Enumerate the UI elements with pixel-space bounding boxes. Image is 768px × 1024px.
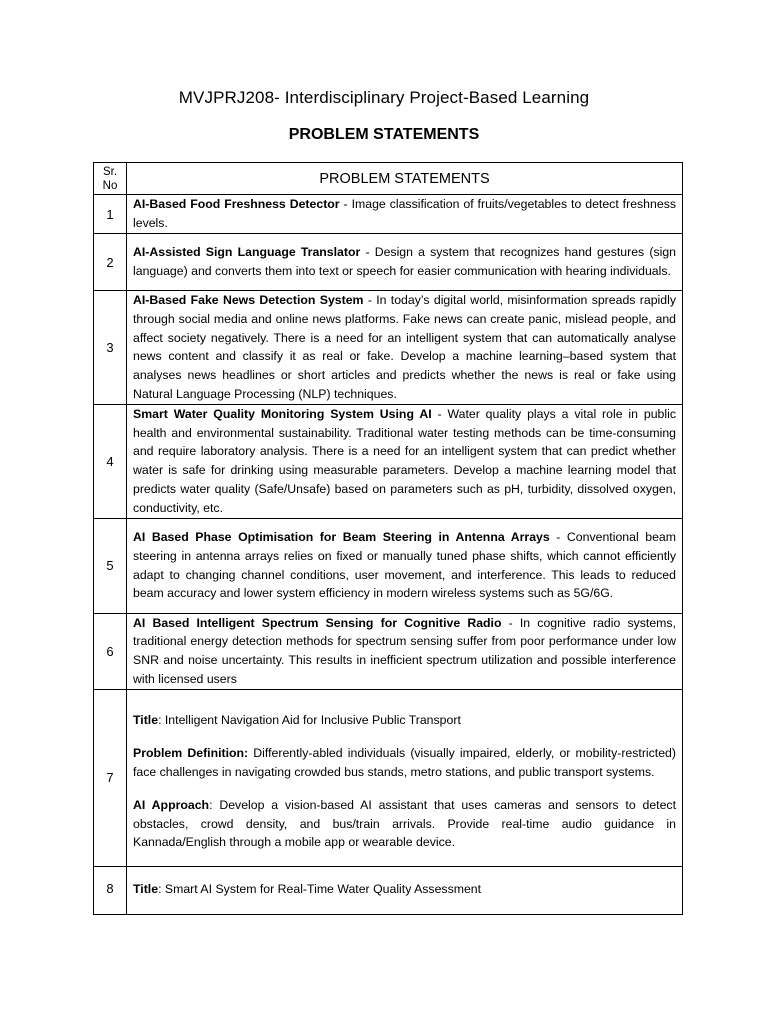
table-row (94, 866, 683, 914)
ai-approach-text: : Develop a vision-based AI assistant that uses cameras and sensors to detect obstacles, crowd density, and bus/train arrivals. Provide real-time audio guidance in Kannada/English through a mobile app or wearable device. (133, 797, 676, 850)
row-description (127, 866, 683, 914)
row-description (127, 518, 683, 613)
table-row (94, 518, 683, 613)
row-description (127, 404, 683, 518)
course-title: MVJPRJ208- Interdisciplinary Project-Based Learning (178, 88, 590, 107)
column-header-sr: Sr. (102, 165, 118, 178)
row-number: 6 (94, 613, 127, 689)
row-description (127, 689, 683, 866)
row-title: AI-Assisted Sign Language Translator (133, 245, 361, 260)
problem-definition (133, 744, 676, 782)
title-label: Title (133, 713, 159, 728)
table-row (94, 613, 683, 689)
row-description (127, 613, 683, 689)
row-title-line (133, 711, 676, 730)
column-header-problem-statements: PROBLEM STATEMENTS (127, 163, 683, 195)
table-row (94, 195, 683, 234)
row-number: 8 (94, 866, 127, 914)
row-description (127, 195, 683, 234)
column-header-sr-no (94, 163, 127, 195)
problem-definition-text: Differently-abled individuals (visually impaired, elderly, or mobility-restricted) face challenges in navigating crowded bus stands, metro stations, and public transport systems. (133, 746, 676, 779)
row-text: - Design a system that recognizes hand gestures (sign language) and converts them into text or speech for easier communication with hearing individuals. (133, 245, 676, 278)
problem-definition-label: Problem Definition: (133, 746, 249, 761)
row-title: AI-Based Fake News Detection System (133, 293, 364, 307)
table-row (94, 404, 683, 518)
row-number: 5 (94, 518, 127, 613)
row-text: - Water quality plays a vital role in public health and environmental sustainability. Traditional water testing methods can be time-consuming and require laboratory analysis. There is a need for an intelligent system that can predict whether water is safe for drinking using measurable parameters. Develop a machine learning model that predicts water quality (Safe/Unsafe) based on parameters such as pH, turbidity, dissolved oxygen, conductivity, etc. (133, 406, 676, 515)
column-header-no: No (102, 179, 118, 192)
row-number: 3 (94, 291, 127, 405)
ai-approach-label: AI Approach (133, 797, 210, 812)
row-number: 7 (94, 689, 127, 866)
row-title: AI-Based Food Freshness Detector (133, 197, 340, 212)
row-title: Smart Water Quality Monitoring System Using AI (133, 406, 432, 421)
row-description (127, 291, 683, 405)
row-description (127, 234, 683, 291)
table-row (94, 689, 683, 866)
row-text: - In cognitive radio systems, traditional energy detection methods for spectrum sensing suffer from poor performance under low SNR and noise uncertainty. This results in inefficient spectrum utilization and possible interference with licensed users (133, 615, 676, 686)
table-header-row (94, 163, 683, 195)
row-title: AI Based Phase Optimisation for Beam Steering in Antenna Arrays (133, 529, 550, 544)
row-number: 1 (94, 195, 127, 234)
ai-approach (133, 796, 676, 852)
row-text: - Image classification of fruits/vegetables to detect freshness levels. (133, 197, 676, 230)
row-number: 2 (94, 234, 127, 291)
row-number: 4 (94, 404, 127, 518)
table-row (94, 291, 683, 405)
title-text: : Intelligent Navigation Aid for Inclusive Public Transport (158, 713, 461, 728)
title-text: : Smart AI System for Real-Time Water Quality Assessment (158, 881, 482, 896)
document-heading: PROBLEM STATEMENTS (288, 126, 480, 143)
problem-statements-table (93, 162, 683, 915)
row-text: - Conventional beam steering in antenna arrays relies on fixed or manually tuned phase shifts, which cannot efficiently adapt to changing channel conditions, user movement, and interference. This leads to reduced beam accuracy and lower system efficiency in modern wireless systems such as 5G/6G. (133, 529, 676, 601)
title-label: Title (133, 881, 159, 896)
table-row (94, 234, 683, 291)
row-text: - In today’s digital world, misinformation spreads rapidly through social media and online news platforms. Fake news can create panic, mislead people, and affect society negatively. There is a need for an intelligent system that can automatically analyse news content and classify it as real or fake. Develop a machine learning–based system that analyses news headlines or short articles and predicts whether the news is real or fake using Natural Language Processing (NLP) techniques. (133, 293, 676, 401)
row-title: AI Based Intelligent Spectrum Sensing for Cognitive Radio (133, 615, 502, 630)
